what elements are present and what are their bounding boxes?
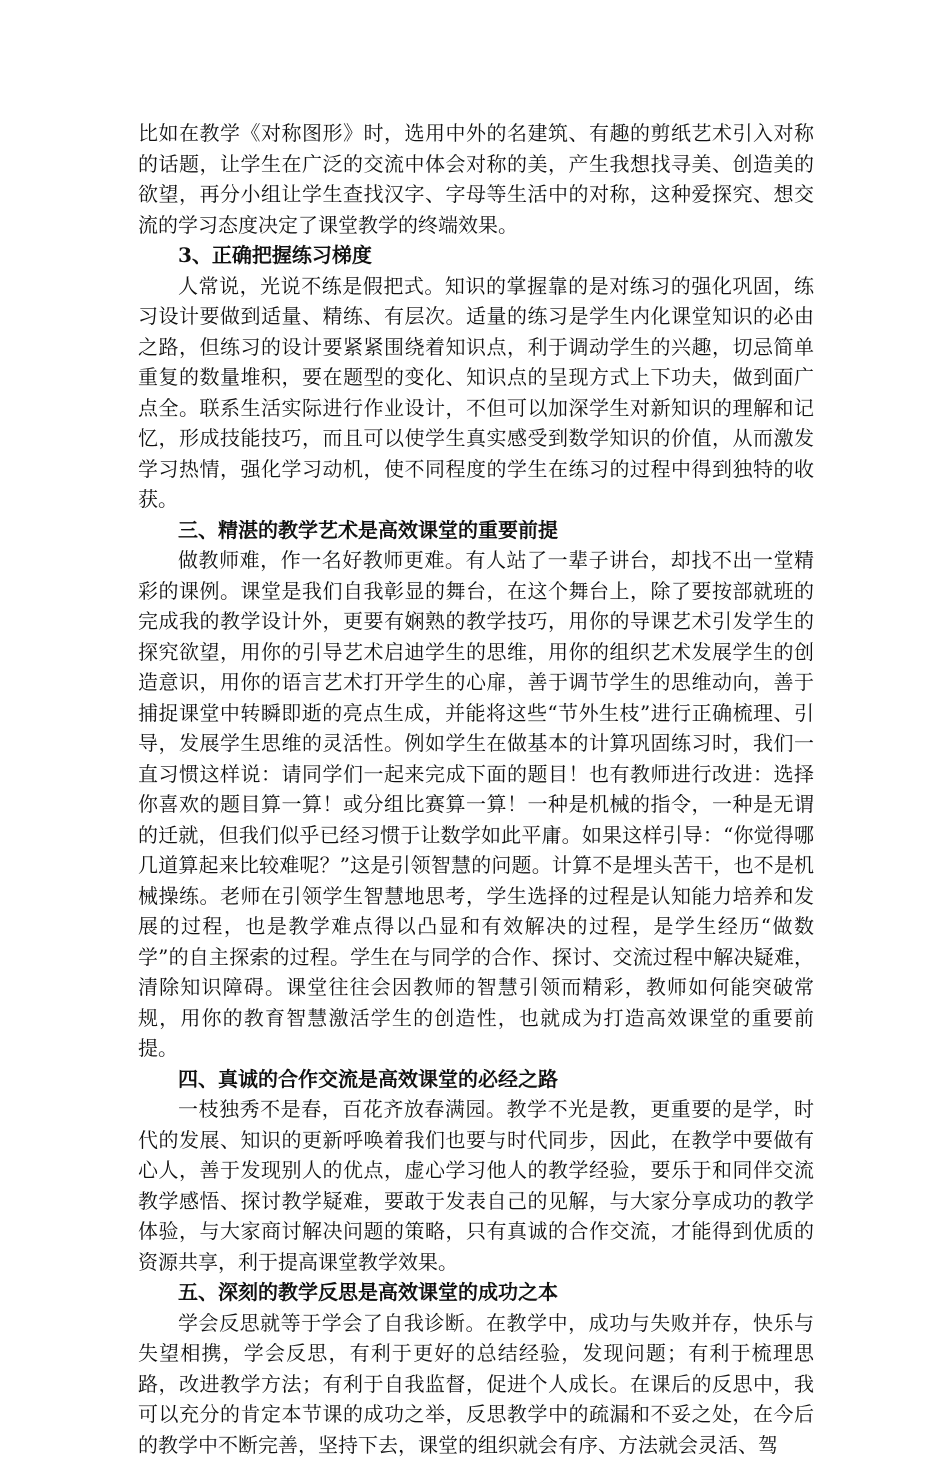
section-heading-reflection: 五、深刻的教学反思是高效课堂的成功之本	[138, 1277, 814, 1308]
paragraph-practice: 人常说，光说不练是假把式。知识的掌握靠的是对练习的强化巩固，练习设计要做到适量、精练、有层次。适量的练习是学生内化课堂知识的必由之路，但练习的设计要紧紧围绕着知识点，利于调动学生的兴趣，切忌简单重复的数量堆积，要在题型的变化、知识点的呈现方式上下功夫，做到面广点全。联系生活实际进行作业设计，不但可以加深学生对新知识的理解和记忆，形成技能技巧，而且可以使学生真实感受到数学知识的价值，从而激发学习热情，强化学习动机，使不同程度的学生在练习的过程中得到独特的收获。	[138, 271, 814, 515]
paragraph-reflection: 学会反思就等于学会了自我诊断。在教学中，成功与失败并存，快乐与失望相携，学会反思，有利于更好的总结经验，发现问题；有利于梳理思路，改进教学方法；有利于自我监督，促进个人成长。在课后的反思中，我可以充分的肯定本节课的成功之举，反思教学中的疏漏和不妥之处，在今后的教学中不断完善，坚持下去，课堂的组织就会有序、方法就会灵活、驾	[138, 1308, 814, 1460]
section-heading-practice-gradient: 3、正确把握练习梯度	[138, 240, 814, 271]
document-page	[138, 118, 814, 1460]
section-heading-teaching-art: 三、精湛的教学艺术是高效课堂的重要前提	[138, 515, 814, 546]
paragraph-teaching-art: 做教师难，作一名好教师更难。有人站了一辈子讲台，却找不出一堂精彩的课例。课堂是我们自我彰显的舞台，在这个舞台上，除了要按部就班的完成我的教学设计外，更要有娴熟的教学技巧，用你的导课艺术引发学生的探究欲望，用你的引导艺术启迪学生的思维，用你的组织艺术发展学生的创造意识，用你的语言艺术打开学生的心扉，善于调节学生的思维动向，善于捕捉课堂中转瞬即逝的亮点生成，并能将这些“节外生枝”进行正确梳理、引导，发展学生思维的灵活性。例如学生在做基本的计算巩固练习时，我们一直习惯这样说：请同学们一起来完成下面的题目！也有教师进行改进：选择你喜欢的题目算一算！或分组比赛算一算！一种是机械的指令，一种是无谓的迁就，但我们似乎已经习惯于让数学如此平庸。如果这样引导：“你觉得哪几道算起来比较难呢？”这是引领智慧的问题。计算不是埋头苦干，也不是机械操练。老师在引领学生智慧地思考，学生选择的过程是认知能力培养和发展的过程，也是教学难点得以凸显和有效解决的过程，是学生经历“做数学”的自主探索的过程。学生在与同学的合作、探讨、交流过程中解决疑难，清除知识障碍。课堂往往会因教师的智慧引领而精彩，教师如何能突破常规，用你的教育智慧激活学生的创造性，也就成为打造高效课堂的重要前提。	[138, 545, 814, 1064]
paragraph-cooperation: 一枝独秀不是春，百花齐放春满园。教学不光是教，更重要的是学，时代的发展、知识的更新呼唤着我们也要与时代同步，因此，在教学中要做有心人，善于发现别人的优点，虚心学习他人的教学经验，要乐于和同伴交流教学感悟、探讨教学疑难，要敢于发表自己的见解，与大家分享成功的教学体验，与大家商讨解决问题的策略，只有真诚的合作交流，才能得到优质的资源共享，利于提高课堂教学效果。	[138, 1094, 814, 1277]
section-heading-cooperation: 四、真诚的合作交流是高效课堂的必经之路	[138, 1064, 814, 1095]
paragraph-continuation: 比如在教学《对称图形》时，选用中外的名建筑、有趣的剪纸艺术引入对称的话题，让学生在广泛的交流中体会对称的美，产生我想找寻美、创造美的欲望，再分小组让学生查找汉字、字母等生活中的对称，这种爱探究、想交流的学习态度决定了课堂教学的终端效果。	[138, 118, 814, 240]
